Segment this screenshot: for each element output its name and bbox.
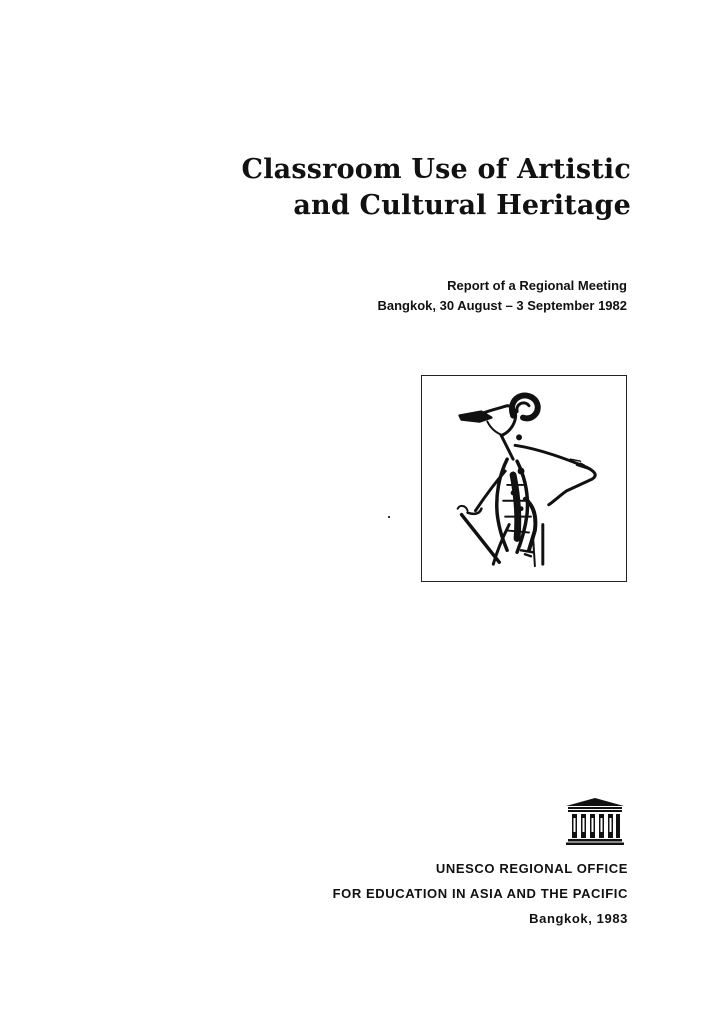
publisher-block bbox=[168, 856, 628, 931]
wayang-puppet-icon bbox=[422, 376, 626, 581]
unesco-temple-icon bbox=[564, 796, 626, 846]
report-subtitle bbox=[207, 276, 627, 316]
publisher-line-2: FOR EDUCATION IN ASIA AND THE PACIFIC bbox=[332, 886, 628, 901]
subtitle-line-2: Bangkok, 30 August – 3 September 1982 bbox=[377, 298, 627, 313]
scan-speck bbox=[388, 516, 390, 518]
unesco-logo bbox=[564, 796, 626, 846]
title-line-1: Classroom Use of Artistic bbox=[241, 154, 631, 185]
publisher-line-1: UNESCO REGIONAL OFFICE bbox=[435, 861, 628, 876]
publisher-line-3: Bangkok, 1983 bbox=[529, 911, 628, 926]
subtitle-line-1: Report of a Regional Meeting bbox=[447, 278, 627, 293]
wayang-puppet-illustration bbox=[421, 375, 627, 582]
title-line-2: and Cultural Heritage bbox=[293, 190, 631, 221]
report-title bbox=[171, 152, 631, 224]
